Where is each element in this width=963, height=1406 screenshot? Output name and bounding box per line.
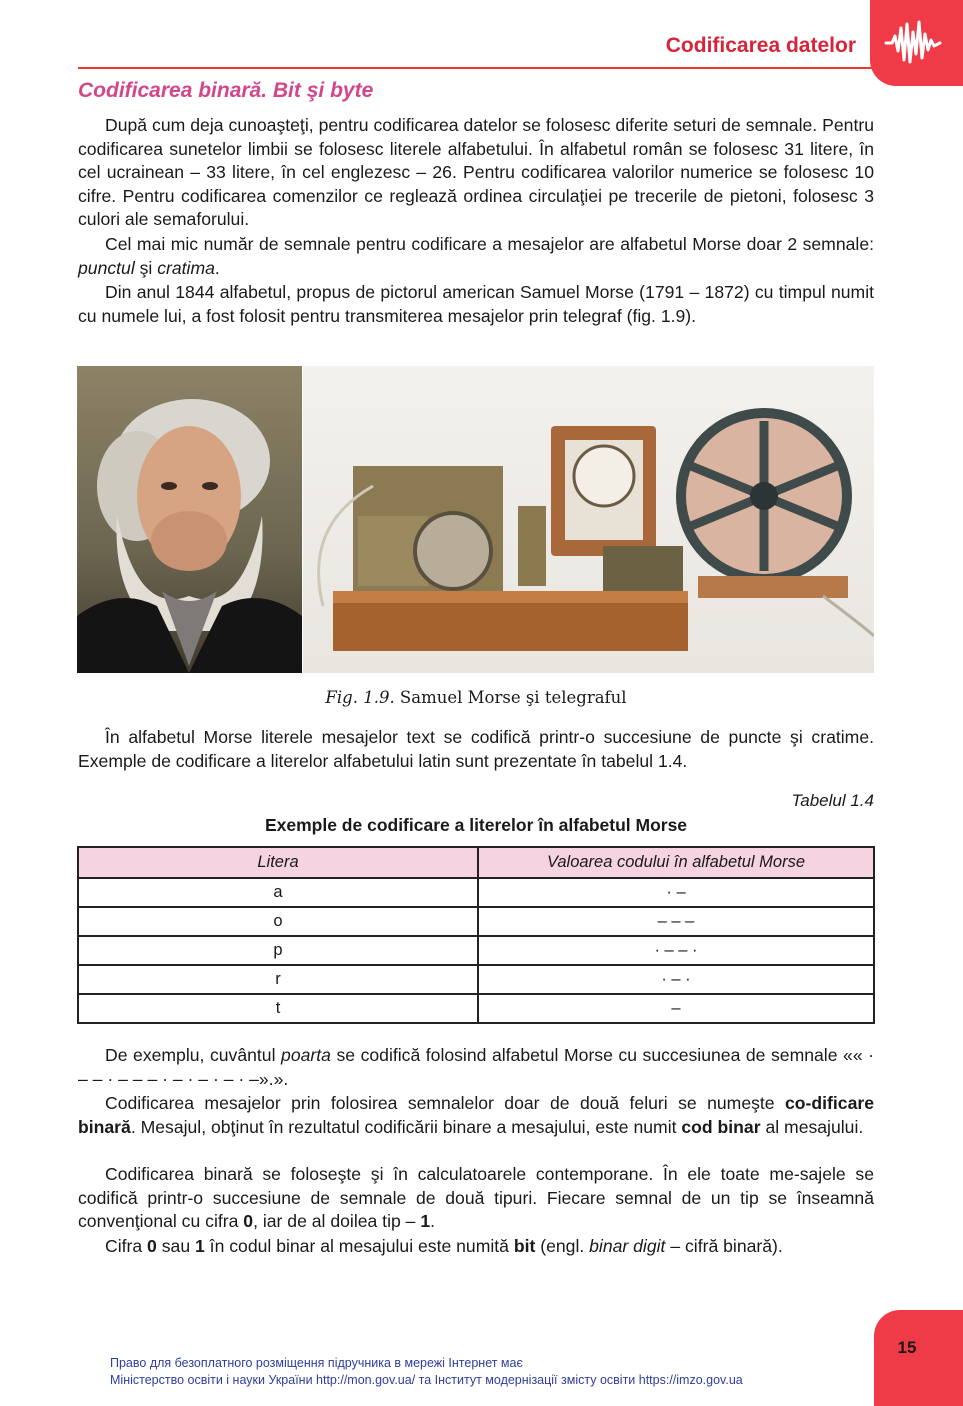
telegraph-photo bbox=[303, 366, 874, 673]
morse-code-table bbox=[77, 846, 875, 1024]
term-cod-binar: cod binar bbox=[681, 1116, 761, 1137]
footer-line-2: Міністерство освіти і науки України http://mon.gov.ua/ та Інститут модернізації змісту освіти https://imzo.gov.ua bbox=[110, 1373, 743, 1387]
figure-caption: Fig. 1.9. Samuel Morse şi telegraful bbox=[325, 688, 627, 707]
paragraph-morse-history: Din anul 1844 alfabetul, propus de pictorul american Samuel Morse (1791 – 1872) cu timpul numit cu numele lui, a fost folosit pentru transmiterea mesajelor prin telegraf (fig. 1.9). bbox=[78, 282, 874, 326]
code-cell: · – bbox=[478, 878, 874, 907]
chapter-title: Codificarea datelor bbox=[665, 34, 856, 57]
page-number-tab bbox=[874, 1310, 963, 1406]
letter-cell: p bbox=[78, 936, 478, 965]
table-title: Exemple de codificare a literelor în alfabetul Morse bbox=[264, 815, 688, 835]
paragraph-morse-table-intro: În alfabetul Morse literele mesajelor text se codifică printr-o succesiune de puncte şi cratime. Exemple de codificare a literelor alfabetului latin sunt prezentate în tabelul 1.4. bbox=[78, 727, 874, 771]
code-cell: – – – bbox=[478, 907, 874, 936]
code-cell: · – – · bbox=[478, 936, 874, 965]
term-bit: bit bbox=[513, 1236, 536, 1256]
table-header-row bbox=[78, 847, 874, 878]
waveform-icon bbox=[884, 18, 944, 68]
paragraph-morse-signals: Cel mai mic număr de semnale pentru codificare a mesajelor are alfabetul Morse doar 2 semnale: punctul şi cratima. bbox=[78, 234, 874, 278]
term-codificare-binara: co-dificare binară bbox=[78, 1093, 874, 1137]
table-row bbox=[78, 878, 874, 907]
section-title: Codificarea binară. Bit şi byte bbox=[78, 79, 374, 102]
header-tab bbox=[870, 0, 963, 86]
term-poarta: poarta bbox=[281, 1045, 331, 1065]
column-header-letter: Litera bbox=[78, 847, 478, 878]
column-header-code: Valoarea codului în alfabetul Morse bbox=[478, 847, 874, 878]
table-row bbox=[78, 907, 874, 936]
letter-cell: r bbox=[78, 965, 478, 994]
table-row bbox=[78, 994, 874, 1023]
table-row bbox=[78, 965, 874, 994]
paragraph-intro: După cum deja cunoaşteţi, pentru codificarea datelor se folosesc diferite seturi de semnale. Pentru codificarea sunetelor limbii se folosesc literele alfabetului. În alfabetul român se folosesc 31 litere, în cel ucrainean – 33 litere, în cel englezesc – 26. Pentru codificarea valorilor numerice se folosesc 10 cifre. Pentru codificarea comenzilor ce reglează ordinea circulaţiei pe trecerile de pietoni, folosesc 3 culori ale semaforului. bbox=[78, 115, 874, 230]
term-cratima: cratima bbox=[157, 257, 215, 278]
table-row bbox=[78, 936, 874, 965]
term-binar-digit: binar digit bbox=[589, 1236, 666, 1256]
letter-cell: a bbox=[78, 878, 478, 907]
paragraph-binary-definition: Codificarea mesajelor prin folosirea semnalelor doar de două feluri se numeşte co-dificare binară. Mesajul, obţinut în rezultatul codificării binare a mesajului, este numit cod binar al mesajului. bbox=[78, 1093, 874, 1137]
paragraph-computers: Codificarea binară se foloseşte şi în calculatoarele contemporane. În ele toate me-sajele se codifică printr-o succesiune de semnale de două tipuri. Fiecare semnal de un tip se înseamnă convenţional cu cifra 0, iar de al doilea tip – 1. bbox=[78, 1164, 874, 1232]
header-rule bbox=[78, 67, 878, 69]
code-cell: · – · bbox=[478, 965, 874, 994]
table-label: Tabelul 1.4 bbox=[791, 791, 874, 810]
paragraph-poarta-example: De exemplu, cuvântul poarta se codifică folosind alfabetul Morse cu succesiunea de semnale «« · – – · – – – · – · – · – · –».». bbox=[78, 1045, 874, 1089]
page-number: 15 bbox=[897, 1338, 917, 1357]
letter-cell: t bbox=[78, 994, 478, 1023]
letter-cell: o bbox=[78, 907, 478, 936]
term-punctul: punctul bbox=[78, 257, 135, 278]
footer-line-1: Право для безоплатного розміщення підручника в мережі Інтернет має bbox=[110, 1356, 523, 1370]
samuel-morse-portrait bbox=[77, 366, 302, 673]
paragraph-bit-definition: Cifra 0 sau 1 în codul binar al mesajului este numită bit (engl. binar digit – cifră binară). bbox=[105, 1236, 783, 1256]
code-cell: – bbox=[478, 994, 874, 1023]
